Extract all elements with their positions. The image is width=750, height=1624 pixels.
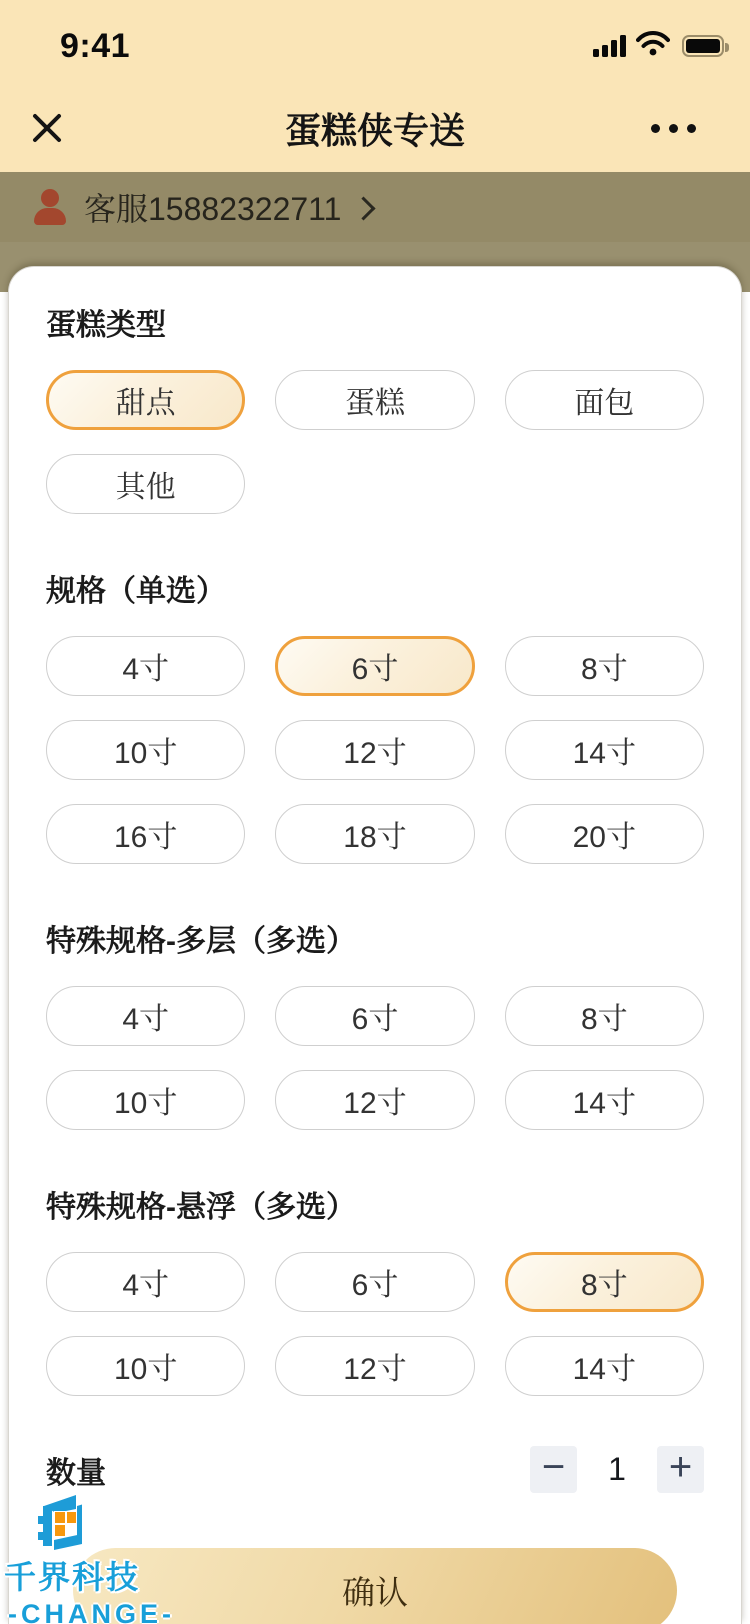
multilayer-option[interactable]: 10寸: [46, 1070, 245, 1130]
quantity-label: 数量: [46, 1456, 106, 1490]
quantity-value: 1: [608, 1451, 626, 1487]
size-option[interactable]: 6寸: [275, 636, 474, 696]
section-size-single: [46, 566, 704, 864]
plus-button[interactable]: +: [657, 1446, 704, 1493]
section-title: 蛋糕类型: [46, 309, 166, 342]
option-grid: [46, 1252, 704, 1396]
cake-type-option[interactable]: 其他: [46, 454, 245, 514]
cake-type-option[interactable]: 蛋糕: [275, 370, 474, 430]
status-icons: [593, 31, 724, 61]
battery-icon: [682, 35, 724, 57]
floating-option[interactable]: 6寸: [275, 1252, 474, 1312]
section-cake-type: [46, 300, 704, 514]
watermark-company-name: 千界科技: [4, 1559, 141, 1595]
section-title: 规格（单选）: [46, 575, 226, 608]
section-floating-multi: [46, 1182, 704, 1396]
quantity-row: [46, 1446, 704, 1493]
nav-bar: [0, 70, 750, 172]
multilayer-option[interactable]: 6寸: [275, 986, 474, 1046]
size-option[interactable]: 14寸: [505, 720, 704, 780]
order-card: [8, 266, 742, 1624]
section-multilayer-multi: [46, 916, 704, 1130]
multilayer-option[interactable]: 14寸: [505, 1070, 704, 1130]
multilayer-option[interactable]: 12寸: [275, 1070, 474, 1130]
status-bar: [0, 0, 750, 70]
section-title: 特殊规格-悬浮（多选）: [46, 1191, 356, 1224]
floating-option[interactable]: 14寸: [505, 1336, 704, 1396]
size-option[interactable]: 4寸: [46, 636, 245, 696]
floating-option[interactable]: 12寸: [275, 1336, 474, 1396]
status-time: 9:41: [60, 26, 131, 65]
quantity-stepper: [530, 1446, 704, 1493]
floating-option[interactable]: 4寸: [46, 1252, 245, 1312]
option-grid: [46, 986, 704, 1130]
size-option[interactable]: 16寸: [46, 804, 245, 864]
close-icon[interactable]: [30, 111, 64, 145]
size-option[interactable]: 10寸: [46, 720, 245, 780]
watermark-brand: -CHANGE-: [8, 1599, 175, 1624]
section-title: 特殊规格-多层（多选）: [46, 925, 356, 958]
option-grid: [46, 636, 704, 864]
multilayer-option[interactable]: 8寸: [505, 986, 704, 1046]
size-option[interactable]: 8寸: [505, 636, 704, 696]
size-option[interactable]: 20寸: [505, 804, 704, 864]
service-phone-label: 客服15882322711: [84, 191, 342, 227]
top-bar: [0, 0, 750, 172]
cellular-signal-icon: [593, 35, 626, 57]
multilayer-option[interactable]: 4寸: [46, 986, 245, 1046]
chevron-right-icon: [352, 196, 376, 220]
option-grid: [46, 370, 704, 514]
cake-type-option[interactable]: 甜点: [46, 370, 245, 430]
wifi-icon: [636, 31, 670, 61]
footer: [73, 1548, 677, 1624]
confirm-button[interactable]: 确认: [73, 1548, 677, 1624]
floating-option[interactable]: 10寸: [46, 1336, 245, 1396]
size-option[interactable]: 12寸: [275, 720, 474, 780]
minus-button[interactable]: −: [530, 1446, 577, 1493]
customer-service-row[interactable]: [0, 172, 750, 242]
size-option[interactable]: 18寸: [275, 804, 474, 864]
cake-type-option[interactable]: 面包: [505, 370, 704, 430]
page-title: 蛋糕侠专送: [284, 109, 466, 151]
person-icon: [30, 187, 70, 227]
floating-option[interactable]: 8寸: [505, 1252, 704, 1312]
more-menu-icon[interactable]: [651, 124, 696, 133]
